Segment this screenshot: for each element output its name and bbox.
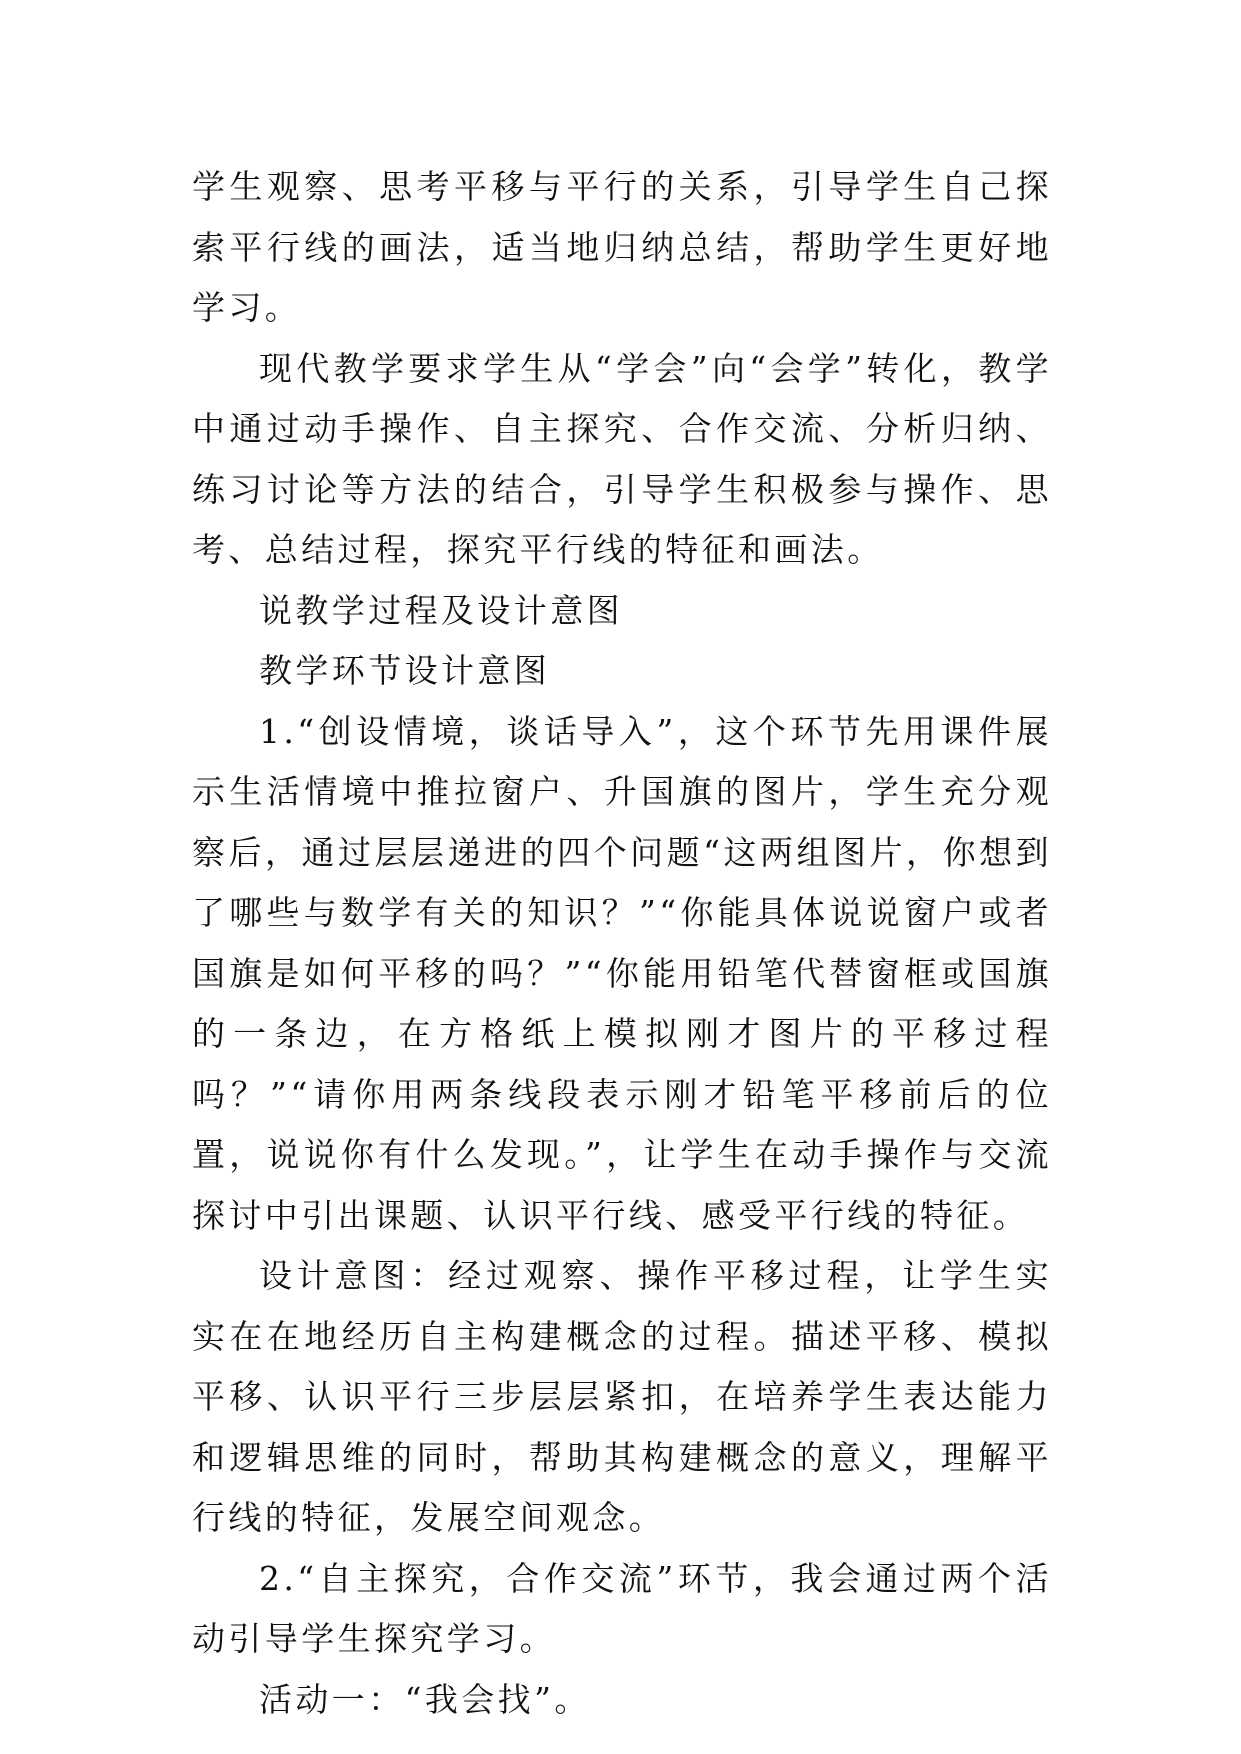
paragraph-activity-1: 活动一：“我会找”。	[259, 1679, 591, 1719]
paragraph-2: 现代教学要求学生从“学会”向“会学”转化，教学中通过动手操作、自主探究、合作交流、分析归纳、练习讨论等方法的结合，引导学生积极参与操作、思考、总结过程，探究平行线的特征和画法。	[192, 348, 1052, 569]
paragraph-design-intent: 设计意图：经过观察、操作平移过程，让学生实实在在地经历自主构建概念的过程。描述平移、模拟平移、认识平行三步层层紧扣，在培养学生表达能力和逻辑思维的同时，帮助其构建概念的意义，理解平行线的特征，发展空间观念。	[192, 1256, 1052, 1537]
section-heading-teaching-process: 说教学过程及设计意图	[259, 590, 623, 630]
paragraph-step-2: 2.“自主探究，合作交流”环节，我会通过两个活动引导学生探究学习。	[192, 1558, 1052, 1658]
document-body	[192, 157, 1052, 1730]
paragraph-step-1: 1.“创设情境，谈话导入”，这个环节先用课件展示生活情境中推拉窗户、升国旗的图片，学生充分观察后，通过层层递进的四个问题“这两组图片，你想到了哪些与数学有关的知识？”“你能具体说说窗户或者国旗是如何平移的吗？”“你能用铅笔代替窗框或国旗的一条边，在方格纸上模拟刚才图片的平移过程吗？”“请你用两条线段表示刚才铅笔平移前后的位置，说说你有什么发现。”，让学生在动手操作与交流探讨中引出课题、认识平行线、感受平行线的特征。	[192, 711, 1052, 1235]
paragraph-1: 学生观察、思考平移与平行的关系，引导学生自己探索平行线的画法，适当地归纳总结，帮助学生更好地学习。	[192, 167, 1052, 327]
section-heading-teaching-links: 教学环节设计意图	[259, 651, 551, 690]
